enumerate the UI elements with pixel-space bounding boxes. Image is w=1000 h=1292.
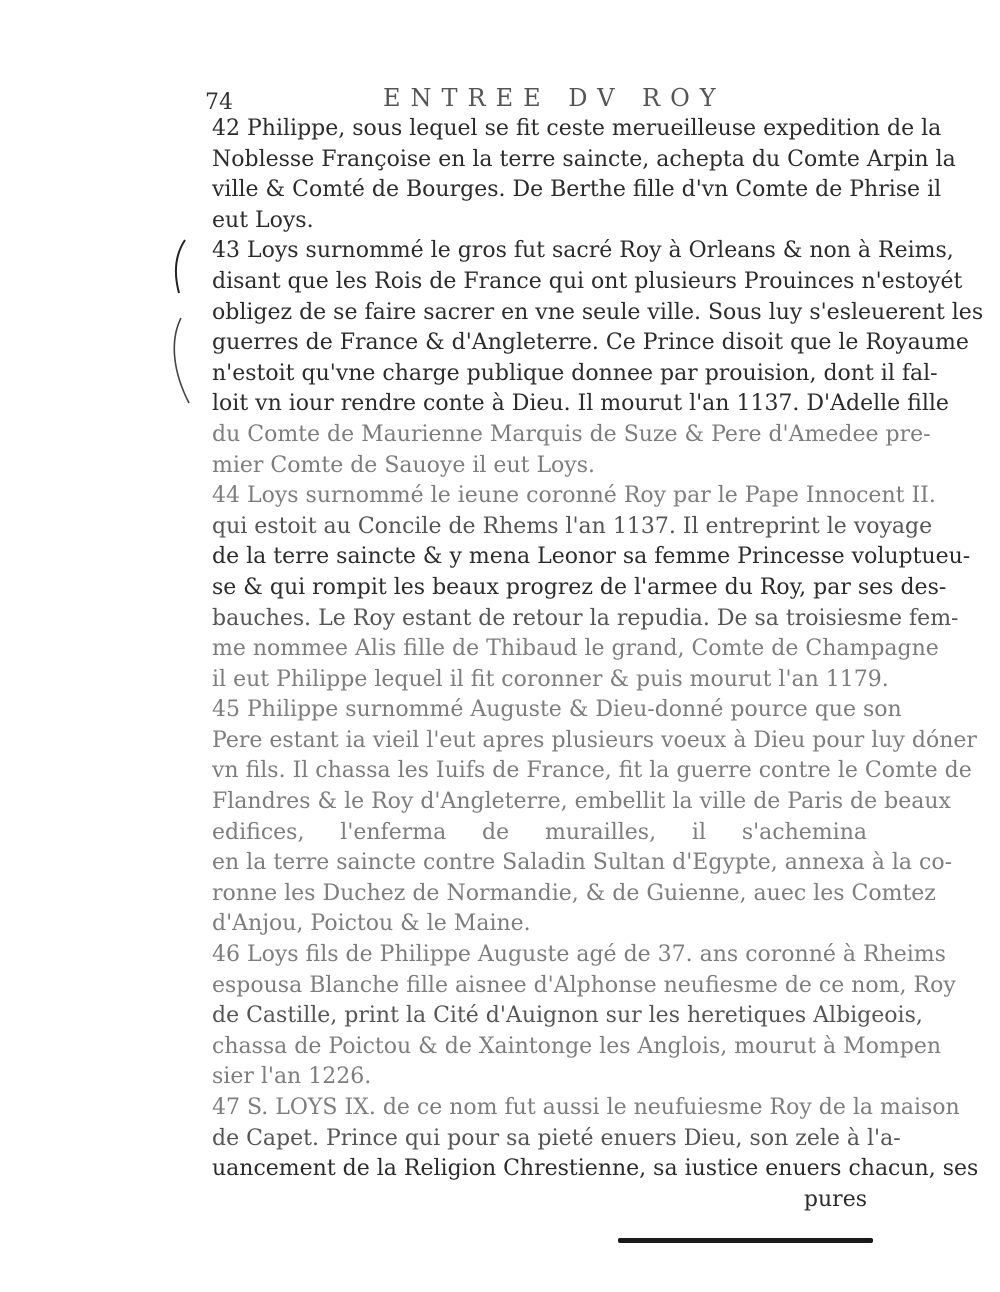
text-line: de Castille, print la Cité d'Auignon sur les heretiques Albigeois,: [212, 1003, 923, 1029]
text-line: en la terre saincte contre Saladin Sultan d'Egypte, annexa à la co-: [212, 850, 953, 876]
text-line: Noblesse Françoise en la terre saincte, achepta du Comte Arpin la: [212, 146, 956, 172]
running-title: ENTREE DV ROY: [383, 84, 726, 112]
text-line: sier l'an 1226.: [212, 1064, 372, 1090]
text-line: loit vn iour rendre conte à Dieu. Il mourut l'an 1137. D'Adelle fille: [212, 391, 949, 417]
text-line: Pere estant ia vieil l'eut apres plusieurs voeux à Dieu pour luy dóner: [212, 727, 977, 753]
text-line: chassa de Poictou & de Xaintonge les Anglois, mourut à Mompen: [212, 1033, 942, 1059]
text-line: 44 Loys surnommé le ieune coronné Roy par le Pape Innocent II.: [212, 483, 936, 509]
margin-bracket-mark: [165, 238, 195, 408]
text-line: me nommee Alis fille de Thibaud le grand, Comte de Champagne: [212, 636, 939, 662]
text-line: 46 Loys fils de Philippe Auguste agé de 37. ans coronné à Rheims: [212, 942, 946, 968]
text-line: du Comte de Maurienne Marquis de Suze & Pere d'Amedee pre-: [212, 421, 931, 447]
text-line: n'estoit qu'vne charge publique donnee par prouision, dont il fal-: [212, 360, 938, 386]
text-line: edifices, l'enferma de murailles, il s'achemina: [212, 819, 867, 845]
text-line: mier Comte de Sauoye il eut Loys.: [212, 452, 596, 478]
text-line: eut Loys.: [212, 207, 314, 233]
text-line: de Capet. Prince qui pour sa pieté enuers Dieu, son zele à l'a-: [212, 1125, 901, 1151]
text-line: obligez de se faire sacrer en vne seule ville. Sous luy s'esleuerent les: [212, 299, 984, 325]
text-line: Flandres & le Roy d'Angleterre, embellit la ville de Paris de beaux: [212, 789, 951, 815]
running-head: [205, 84, 865, 114]
text-line: vn fils. Il chassa les Iuifs de France, fit la guerre contre le Comte de: [212, 758, 972, 784]
text-line: de la terre saincte & y mena Leonor sa femme Princesse voluptueu-: [212, 544, 971, 570]
text-line: bauches. Le Roy estant de retour la repudia. De sa troisiesme fem-: [212, 605, 959, 631]
text-line: d'Anjou, Poictou & le Maine.: [212, 911, 531, 937]
text-line: ville & Comté de Bourges. De Berthe fille d'vn Comte de Phrise il: [212, 177, 942, 203]
text-line: 43 Loys surnommé le gros fut sacré Roy à Orleans & non à Reims,: [212, 238, 954, 264]
text-line: il eut Philippe lequel il fit coronner & puis mourut l'an 1179.: [212, 666, 889, 692]
text-line: guerres de France & d'Angleterre. Ce Prince disoit que le Royaume: [212, 330, 969, 356]
text-line: disant que les Rois de France qui ont plusieurs Prouinces n'estoyét: [212, 268, 963, 294]
text-line: se & qui rompit les beaux progrez de l'armee du Roy, par ses des-: [212, 574, 947, 600]
catchword: pures: [803, 1186, 867, 1212]
bottom-rule: [618, 1238, 873, 1243]
text-line: ronne les Duchez de Normandie, & de Guienne, auec les Comtez: [212, 880, 936, 906]
text-line: qui estoit au Concile de Rhems l'an 1137. Il entreprint le voyage: [212, 513, 933, 539]
text-line: espousa Blanche fille aisnee d'Alphonse neufiesme de ce nom, Roy: [212, 972, 956, 998]
text-line: 45 Philippe surnommé Auguste & Dieu-donné pource que son: [212, 697, 902, 723]
text-line: 47 S. LOYS IX. de ce nom fut aussi le neufuiesme Roy de la maison: [212, 1095, 960, 1120]
text-line: 42 Philippe, sous lequel se fit ceste merueilleuse expedition de la: [212, 116, 942, 141]
text-line: uancement de la Religion Chrestienne, sa iustice enuers chacun, ses: [212, 1156, 979, 1182]
page-number: 74: [205, 90, 233, 115]
text-body: [212, 114, 984, 1215]
